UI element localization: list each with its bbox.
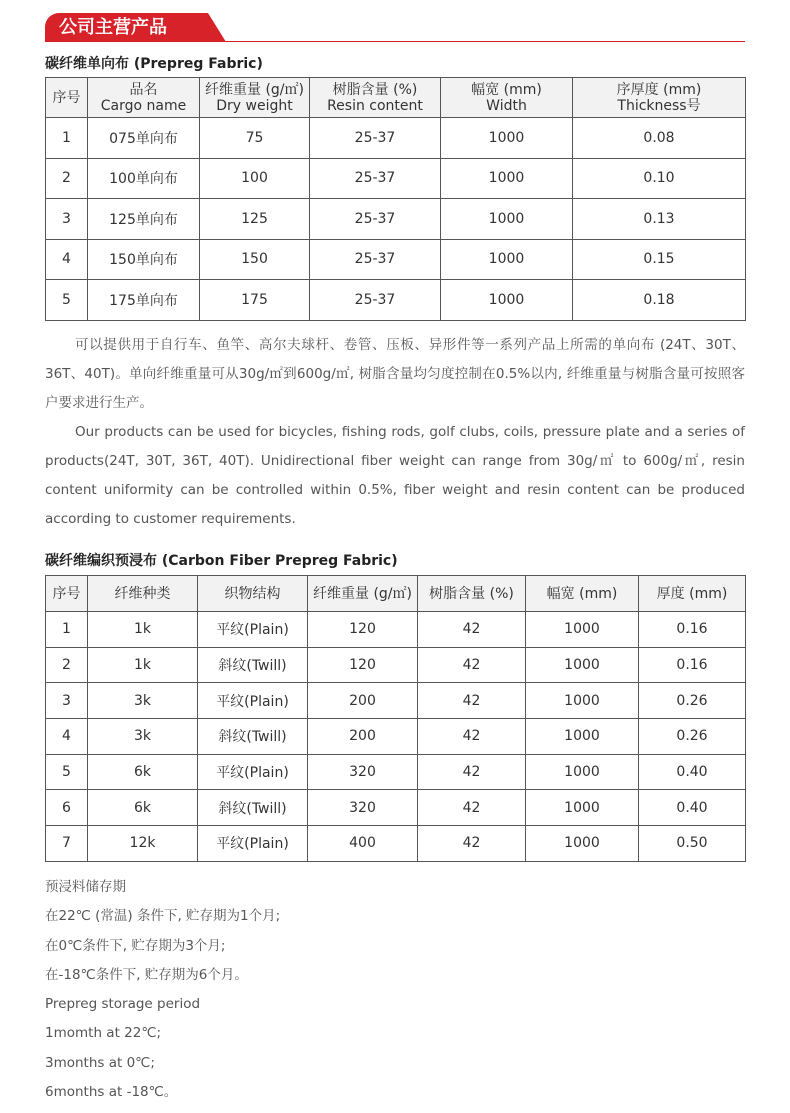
table-cell: 1000 <box>441 280 573 321</box>
column-header-en: Resin content <box>327 97 423 114</box>
column-header-en: Dry weight <box>216 97 293 114</box>
table-cell: 120 <box>308 647 418 683</box>
table-cell: 0.16 <box>639 647 746 683</box>
column-header-zh: 品名 <box>129 81 158 98</box>
table-cell: 7 <box>46 826 88 862</box>
storage-line: 3months at 0℃; <box>45 1054 155 1071</box>
table-cell: 42 <box>418 647 526 683</box>
storage-line: 6months at -18℃。 <box>45 1084 178 1101</box>
table-cell: 斜纹(Twill) <box>198 790 308 826</box>
table-cell: 0.16 <box>639 612 746 648</box>
banner-divider <box>45 41 745 42</box>
column-header-zh: 序号 <box>52 89 81 106</box>
table-row <box>46 754 746 790</box>
table-cell: 0.26 <box>639 719 746 755</box>
description-chinese: 可以提供用于自行车、鱼竿、高尔夫球杆、卷管、压板、异形件等一系列产品上所需的单向布 (24T、30T、36T、40T)。单向纤维重量可从30g/㎡到600g/㎡, 树脂含量均匀度控制在0.5%以内, 纤维重量与树脂含量可按照客户要求进行生产。 <box>45 337 745 411</box>
table-cell: 320 <box>308 790 418 826</box>
storage-notes <box>45 873 745 1107</box>
table-row <box>46 118 746 159</box>
table-cell: 1000 <box>526 683 639 719</box>
table-cell: 1 <box>46 118 88 159</box>
column-header <box>200 78 310 118</box>
table-header-row <box>46 78 746 118</box>
column-header: 织物结构 <box>198 576 308 612</box>
table-cell: 0.15 <box>573 239 746 280</box>
storage-line: 在0℃条件下, 贮存期为3个月; <box>45 937 226 954</box>
storage-line: 在22℃ (常温) 条件下, 贮存期为1个月; <box>45 908 281 925</box>
table-row <box>46 826 746 862</box>
table-row <box>46 199 746 240</box>
description-english: Our products can be used for bicycles, fishing rods, golf clubs, coils, pressure plate and a series of products(24T, 30T, 36T, 40T). Unidirectional fiber weight can range from 30g/㎡ to 600g/㎡, resin content uniformity can be controlled within 0.5%, fiber weight and resin content can be produced according to customer requirements. <box>45 424 745 527</box>
section-title: 公司主营产品 <box>45 13 208 42</box>
table-cell: 6k <box>88 754 198 790</box>
column-header <box>46 78 88 118</box>
table-row <box>46 647 746 683</box>
table-row <box>46 683 746 719</box>
table-cell: 1k <box>88 647 198 683</box>
table-cell: 平纹(Plain) <box>198 754 308 790</box>
table-cell: 1000 <box>441 118 573 159</box>
table-cell: 42 <box>418 790 526 826</box>
table-cell: 6 <box>46 790 88 826</box>
table-cell: 150单向布 <box>88 239 200 280</box>
table-cell: 0.50 <box>639 826 746 862</box>
column-header: 树脂含量 (%) <box>418 576 526 612</box>
table-cell: 42 <box>418 612 526 648</box>
table-cell: 4 <box>46 719 88 755</box>
table-cell: 100 <box>200 158 310 199</box>
column-header <box>88 78 200 118</box>
table-row <box>46 790 746 826</box>
table-row <box>46 280 746 321</box>
woven-table <box>45 575 746 862</box>
table-cell: 120 <box>308 612 418 648</box>
table-cell: 42 <box>418 754 526 790</box>
unidirectional-table <box>45 77 746 321</box>
column-header-en: Width <box>486 97 527 114</box>
table-row <box>46 158 746 199</box>
table-cell: 0.10 <box>573 158 746 199</box>
table-cell: 0.40 <box>639 790 746 826</box>
table-cell: 0.40 <box>639 754 746 790</box>
table-cell: 平纹(Plain) <box>198 683 308 719</box>
table-cell: 0.08 <box>573 118 746 159</box>
table-cell: 3k <box>88 719 198 755</box>
table-header-row <box>46 576 746 612</box>
table-cell: 3 <box>46 199 88 240</box>
table-cell: 175单向布 <box>88 280 200 321</box>
table-cell: 1000 <box>441 199 573 240</box>
table-cell: 4 <box>46 239 88 280</box>
table-row <box>46 239 746 280</box>
table-cell: 100单向布 <box>88 158 200 199</box>
column-header <box>441 78 573 118</box>
table-cell: 125单向布 <box>88 199 200 240</box>
table-cell: 0.26 <box>639 683 746 719</box>
table-cell: 2 <box>46 158 88 199</box>
column-header-zh: 序厚度 (mm) <box>616 81 702 98</box>
column-header-en: Thickness号 <box>617 97 701 114</box>
table-cell: 斜纹(Twill) <box>198 719 308 755</box>
storage-line: 在-18℃条件下, 贮存期为6个月。 <box>45 966 248 983</box>
table-cell: 150 <box>200 239 310 280</box>
column-header-zh: 树脂含量 (%) <box>332 81 418 98</box>
section-banner <box>45 13 745 43</box>
column-header-zh: 纤维重量 (g/㎡) <box>205 81 304 98</box>
table-cell: 3k <box>88 683 198 719</box>
column-header <box>573 78 746 118</box>
table-cell: 25-37 <box>310 118 441 159</box>
table-cell: 6k <box>88 790 198 826</box>
table-cell: 25-37 <box>310 280 441 321</box>
storage-line: 1momth at 22℃; <box>45 1025 162 1042</box>
column-header: 序号 <box>46 576 88 612</box>
table-cell: 1000 <box>526 826 639 862</box>
column-header: 厚度 (mm) <box>639 576 746 612</box>
table-row <box>46 719 746 755</box>
table-cell: 0.13 <box>573 199 746 240</box>
table-cell: 1 <box>46 612 88 648</box>
table-cell: 200 <box>308 719 418 755</box>
table-cell: 320 <box>308 754 418 790</box>
table-cell: 1000 <box>526 719 639 755</box>
column-header-en: Cargo name <box>100 97 187 114</box>
table-cell: 0.18 <box>573 280 746 321</box>
table-cell: 1000 <box>441 158 573 199</box>
table-cell: 42 <box>418 683 526 719</box>
table-cell: 075单向布 <box>88 118 200 159</box>
product-description <box>45 331 745 534</box>
table-cell: 200 <box>308 683 418 719</box>
table-cell: 42 <box>418 826 526 862</box>
table-cell: 1000 <box>526 647 639 683</box>
woven-table-title: 碳纤维编织预浸布 (Carbon Fiber Prepreg Fabric) <box>45 553 398 569</box>
storage-line: Prepreg storage period <box>45 996 201 1013</box>
table-cell: 1000 <box>526 612 639 648</box>
column-header: 纤维重量 (g/㎡) <box>308 576 418 612</box>
table-cell: 1k <box>88 612 198 648</box>
table-cell: 5 <box>46 754 88 790</box>
unidirectional-table-title: 碳纤维单向布 (Prepreg Fabric) <box>45 56 263 72</box>
table-cell: 2 <box>46 647 88 683</box>
table-cell: 175 <box>200 280 310 321</box>
storage-line: 预浸料储存期 <box>45 879 126 895</box>
table-cell: 25-37 <box>310 239 441 280</box>
table-row <box>46 612 746 648</box>
table-cell: 42 <box>418 719 526 755</box>
table-cell: 25-37 <box>310 158 441 199</box>
table-cell: 平纹(Plain) <box>198 826 308 862</box>
table-cell: 3 <box>46 683 88 719</box>
table-cell: 斜纹(Twill) <box>198 647 308 683</box>
table-cell: 12k <box>88 826 198 862</box>
column-header-zh: 幅宽 (mm) <box>471 81 542 98</box>
table-cell: 平纹(Plain) <box>198 612 308 648</box>
table-cell: 125 <box>200 199 310 240</box>
column-header: 纤维种类 <box>88 576 198 612</box>
table-cell: 5 <box>46 280 88 321</box>
table-cell: 25-37 <box>310 199 441 240</box>
table-cell: 400 <box>308 826 418 862</box>
table-cell: 1000 <box>526 790 639 826</box>
column-header: 幅宽 (mm) <box>526 576 639 612</box>
column-header <box>310 78 441 118</box>
table-cell: 1000 <box>441 239 573 280</box>
table-cell: 1000 <box>526 754 639 790</box>
table-cell: 75 <box>200 118 310 159</box>
